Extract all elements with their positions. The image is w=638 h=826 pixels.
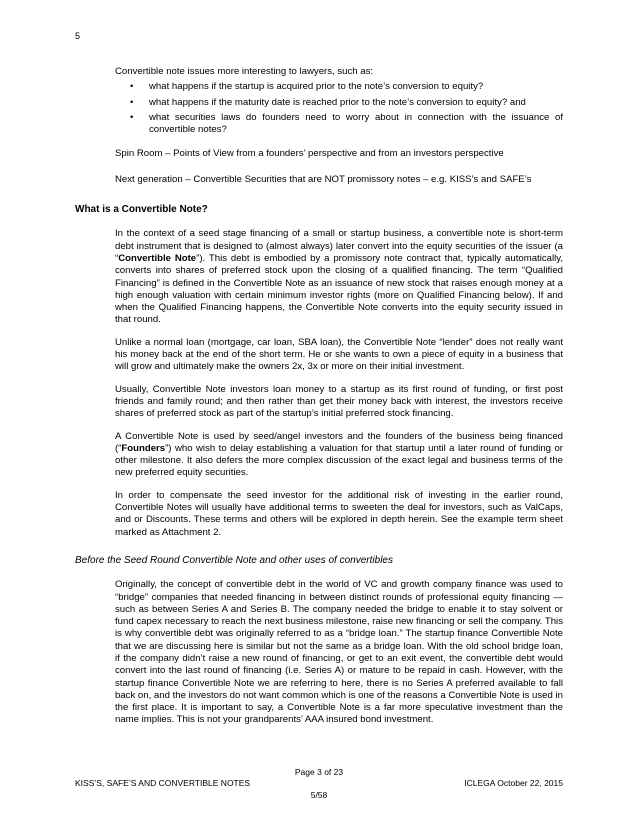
intro-text: Convertible note issues more interesting to lawyers, such as: — [115, 66, 374, 77]
paragraph-definition: In the context of a seed stage financing of a small or startup business, a convertible note is short-term debt instrument that is designed to (almost always) later convert into the equity securities of the issuer (a “Convertible Note”). This debt is embodied by a promissory note contract that, typically automatically, converts into shares of preferred stock upon the closing of a qualified financing. The term “Qualified Financing” is defined in the Convertible Note as an issuance of new stock that raises enough money at a high enough valuation with certain minimum investor rights (more on Qualified Financing below). If and when the Qualified Financing happens, the Convertible Note converts into the equity security issued in that round. — [115, 228, 563, 326]
page-number: 5 — [75, 31, 81, 41]
paragraph-unlike-loan: Unlike a normal loan (mortgage, car loan, SBA loan), the Convertible Note “lender” does not really want his money back at the end of the short term. He or she wants to own a piece of equity in a business that will grow and ultimately make the owners 2x, 3x or more on their initial investment. — [115, 336, 563, 373]
footer-page-of: Page 3 of 23 — [294, 767, 344, 777]
footer-slide-number: 5/58 — [310, 790, 328, 800]
paragraph-bridge: Originally, the concept of convertible debt in the world of VC and growth company finance was used to “bridge” companies that needed financing in between distinct rounds of professional equity financing — such as between Series A and Series B. The company needed the bridge to enable it to stay solvent or fund capex necessary to reach the next business milestone, raise new financing or sell the company. This is why convertible debt was originally referred to as a “bridge loan.” The startup finance Convertible Note that we are discussing here is similar but not the same as a bridge loan. With the old school bridge loan, if the company didn’t raise a new round of financing, or get to an exit event, the convertible debt would convert into the last round of financing (i.e. Series A) or mature to be repaid in cash. However, with the startup finance Convertible Note we are referring to here, there is no Series A preferred available to fall back on, and the investors do not want common which is one of the reasons a Convertible Note is used in the first place. It is important to say, a Convertible Note is a far more speculative investment than the name implies. This is not your grandparents’ AAA insured bond investment. — [115, 579, 563, 726]
section-before-seed — [115, 579, 563, 727]
footer-left-title: KISS’S, SAFE’S AND CONVERTIBLE NOTES — [75, 778, 251, 788]
next-gen-text: Next generation – Convertible Securities that are NOT promissory notes – e.g. KISS’s and SAFE’s — [115, 173, 532, 185]
bullet-list — [115, 81, 563, 136]
bullet-icon: • — [130, 111, 134, 123]
list-item: • what securities laws do founders need to worry about in connection with the issuance of convertible notes? — [130, 111, 563, 136]
footer-right-date: ICLEGA October 22, 2015 — [464, 778, 563, 788]
bullet-icon: • — [130, 96, 134, 108]
spin-room-text: Spin Room – Points of View from a founders’ perspective and from an investors perspective — [115, 148, 504, 160]
section-heading-convertible-note: What is a Convertible Note? — [75, 204, 208, 216]
document-body — [75, 66, 563, 737]
section-intro — [115, 66, 563, 186]
bullet-icon: • — [130, 81, 134, 93]
list-item: • what happens if the startup is acquired prior to the note’s conversion to equity? — [130, 81, 484, 93]
paragraph-compensate: In order to compensate the seed investor for the additional risk of investing in the earlier round, Convertible Notes will usually have additional terms to sweeten the deal for investors, such as ValCaps, and or Discounts. These terms and others will be explored in depth herein. See the example term sheet marked as Attachment 2. — [115, 489, 563, 538]
section-heading-before-seed: Before the Seed Round Convertible Note and other uses of convertibles — [75, 554, 393, 566]
paragraph-usually: Usually, Convertible Note investors loan money to a startup as its first round of funding, or first post friends and family round; and then rather than get their money back with interest, the investors receive shares of preferred stock as part of the startup’s initial preferred stock financing. — [115, 383, 563, 420]
section-what-is — [115, 228, 563, 539]
list-item: • what happens if the maturity date is reached prior to the note’s conversion to equity? and — [130, 96, 526, 108]
paragraph-founders: A Convertible Note is used by seed/angel investors and the founders of the business being financed (“Founders”) who wish to delay establishing a valuation for that startup until a later round of funding or other milestone. It also defers the more complex discussion of the exact legal and business terms of the new preferred equity securities. — [115, 430, 563, 479]
